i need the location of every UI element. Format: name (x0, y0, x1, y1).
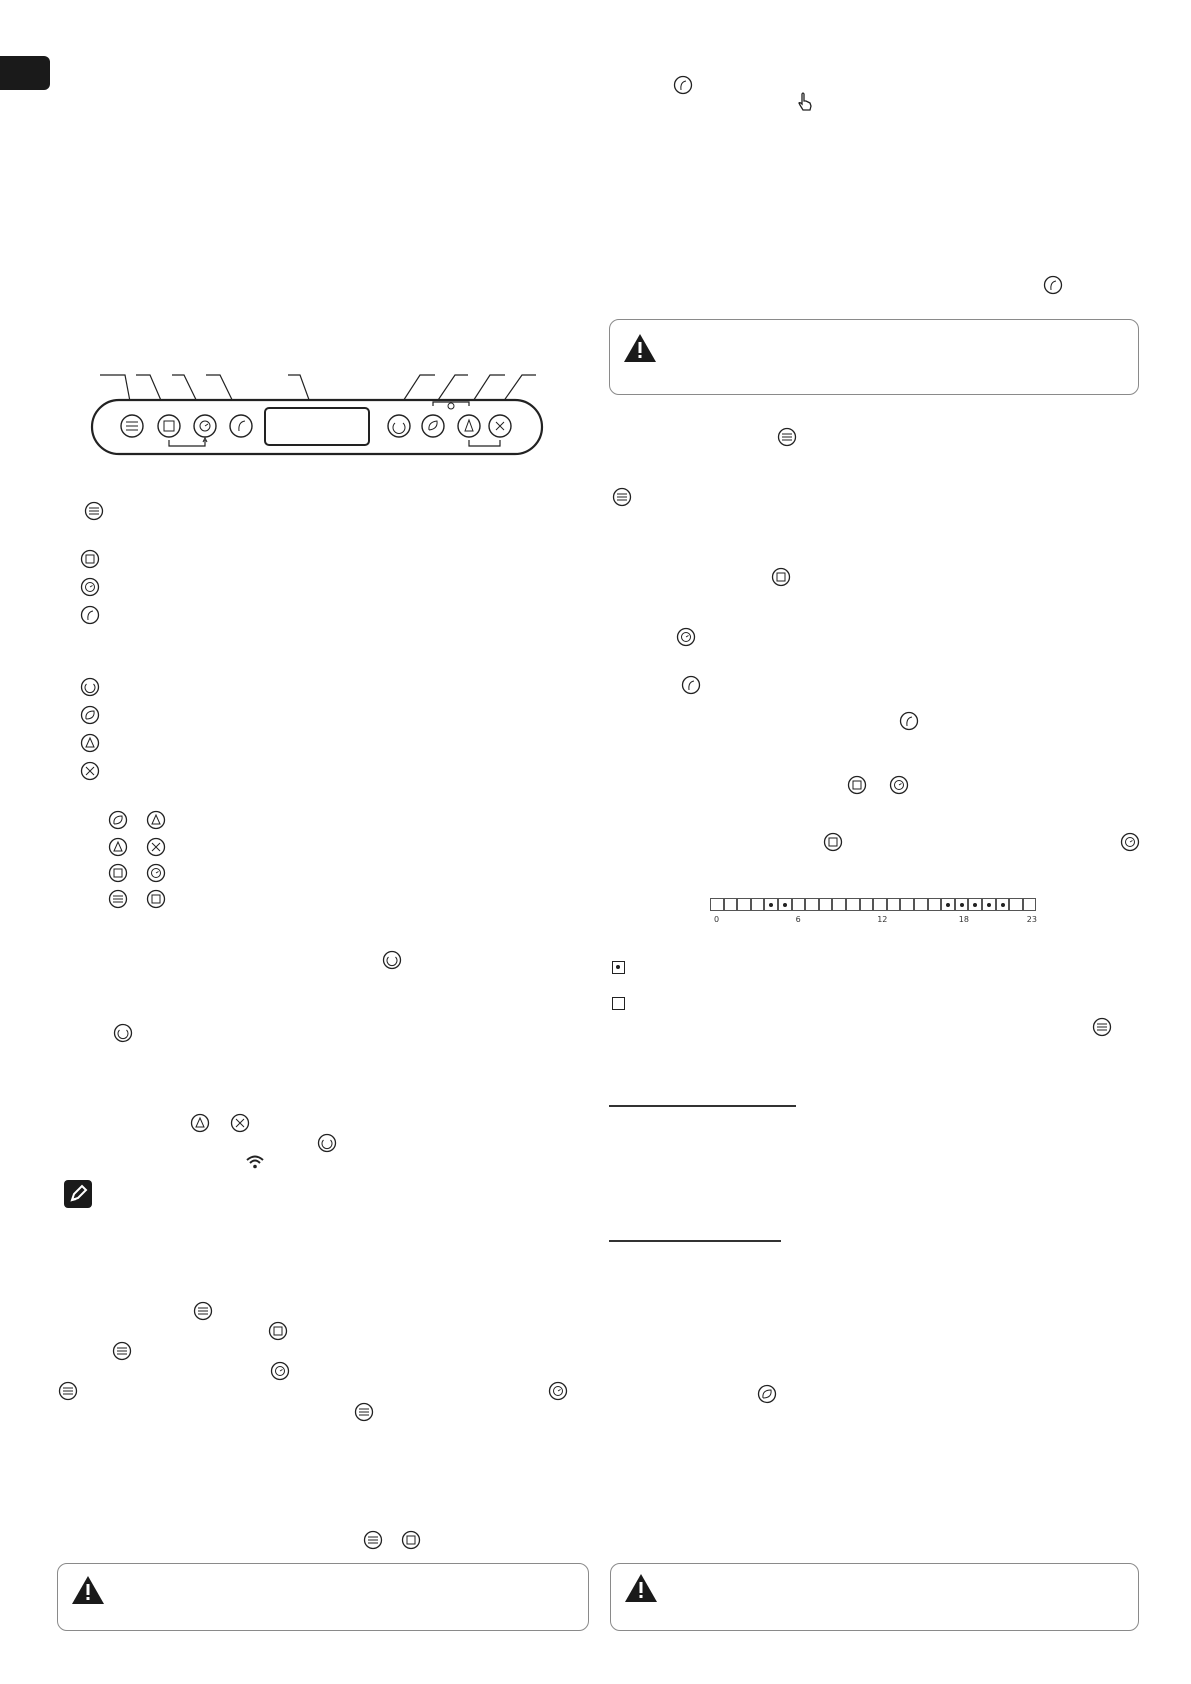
schedule-hour-cell (792, 898, 806, 911)
light-icon (146, 837, 166, 857)
schedule-hour-cell (778, 898, 792, 911)
leaf-icon (108, 810, 128, 830)
warning-box-left (57, 1563, 589, 1631)
schedule-hour-cell (928, 898, 942, 911)
sliders-icon (58, 1381, 78, 1401)
schedule-active-dot (946, 903, 950, 907)
water-drop-icon (190, 1113, 210, 1133)
warning-triangle-icon (622, 332, 658, 364)
power-icon (382, 950, 402, 970)
schedule-active-dot (1001, 903, 1005, 907)
warning-box-right (610, 1563, 1139, 1631)
section-underline-1 (609, 1105, 796, 1107)
schedule-hour-cell (764, 898, 778, 911)
schedule-tick-label: 23 (1026, 915, 1037, 924)
schedule-hour-cell (724, 898, 738, 911)
clock-icon (80, 577, 100, 597)
sliders-icon (112, 1341, 132, 1361)
schedule-hour-cell (819, 898, 833, 911)
schedule-hour-cell (860, 898, 874, 911)
warning-triangle-icon (623, 1572, 659, 1604)
display-window (265, 408, 369, 445)
clock-icon (270, 1361, 290, 1381)
schedule-hour-cell (982, 898, 996, 911)
schedule-hour-cell (710, 898, 724, 911)
clock-icon (548, 1381, 568, 1401)
language-tab (0, 56, 50, 90)
schedule-hour-cell (968, 898, 982, 911)
schedule-active-dot (973, 903, 977, 907)
schedule-active-dot (987, 903, 991, 907)
warning-triangle-icon (70, 1574, 106, 1606)
schedule-hour-cell (941, 898, 955, 911)
leaf-icon (757, 1384, 777, 1404)
schedule-hour-cell (832, 898, 846, 911)
light-icon (230, 1113, 250, 1133)
mode-square-icon (401, 1530, 421, 1550)
warning-box-top-right (609, 319, 1139, 395)
leaf-icon (80, 705, 100, 725)
power-icon (113, 1023, 133, 1043)
schedule-tick-label: 12 (877, 915, 888, 924)
schedule-active-dot (783, 903, 787, 907)
section-underline-2 (609, 1240, 781, 1242)
fan-turbo-icon (80, 605, 100, 625)
legend-inactive-box (612, 997, 625, 1010)
schedule-hour-cell (914, 898, 928, 911)
hand-pointer-icon (797, 92, 813, 112)
schedule-tick-label: 6 (795, 915, 801, 924)
schedule-hour-cell (996, 898, 1010, 911)
clock-icon (1120, 832, 1140, 852)
schedule-hour-cell (1009, 898, 1023, 911)
legend-active-box (612, 961, 625, 974)
control-panel-diagram (90, 370, 550, 460)
schedule-hour-cell (955, 898, 969, 911)
fan-turbo-icon (1043, 275, 1063, 295)
sliders-icon (193, 1301, 213, 1321)
schedule-hour-cell (846, 898, 860, 911)
water-drop-icon (108, 837, 128, 857)
schedule-active-dot (769, 903, 773, 907)
clock-icon (676, 627, 696, 647)
mode-square-icon (80, 549, 100, 569)
schedule-tick-label: 18 (958, 915, 969, 924)
mode-square-icon (847, 775, 867, 795)
mode-square-icon (268, 1321, 288, 1341)
power-icon (317, 1133, 337, 1153)
schedule-hour-cell (873, 898, 887, 911)
schedule-hour-cell (805, 898, 819, 911)
schedule-tick-label: 0 (714, 915, 720, 924)
fan-turbo-icon (673, 75, 693, 95)
mode-square-icon (108, 863, 128, 883)
clock-icon (146, 863, 166, 883)
fan-turbo-icon (899, 711, 919, 731)
schedule-hour-cell (737, 898, 751, 911)
sliders-icon (777, 427, 797, 447)
sliders-icon (363, 1530, 383, 1550)
water-drop-icon (80, 733, 100, 753)
sliders-icon (108, 889, 128, 909)
fan-turbo-icon (681, 675, 701, 695)
wifi-icon (246, 1155, 264, 1169)
schedule-hour-cell (887, 898, 901, 911)
mode-square-icon (823, 832, 843, 852)
mode-square-icon (146, 889, 166, 909)
power-icon (80, 677, 100, 697)
pencil-note-icon (64, 1180, 92, 1208)
schedule-hour-cell (751, 898, 765, 911)
light-icon (80, 761, 100, 781)
sliders-icon (84, 501, 104, 521)
clock-icon (889, 775, 909, 795)
schedule-hour-cell (900, 898, 914, 911)
schedule-active-dot (960, 903, 964, 907)
sliders-icon (612, 487, 632, 507)
water-drop-icon (146, 810, 166, 830)
schedule-hour-cell (1023, 898, 1037, 911)
sliders-icon (1092, 1017, 1112, 1037)
mode-square-icon (771, 567, 791, 587)
sliders-icon (354, 1402, 374, 1422)
